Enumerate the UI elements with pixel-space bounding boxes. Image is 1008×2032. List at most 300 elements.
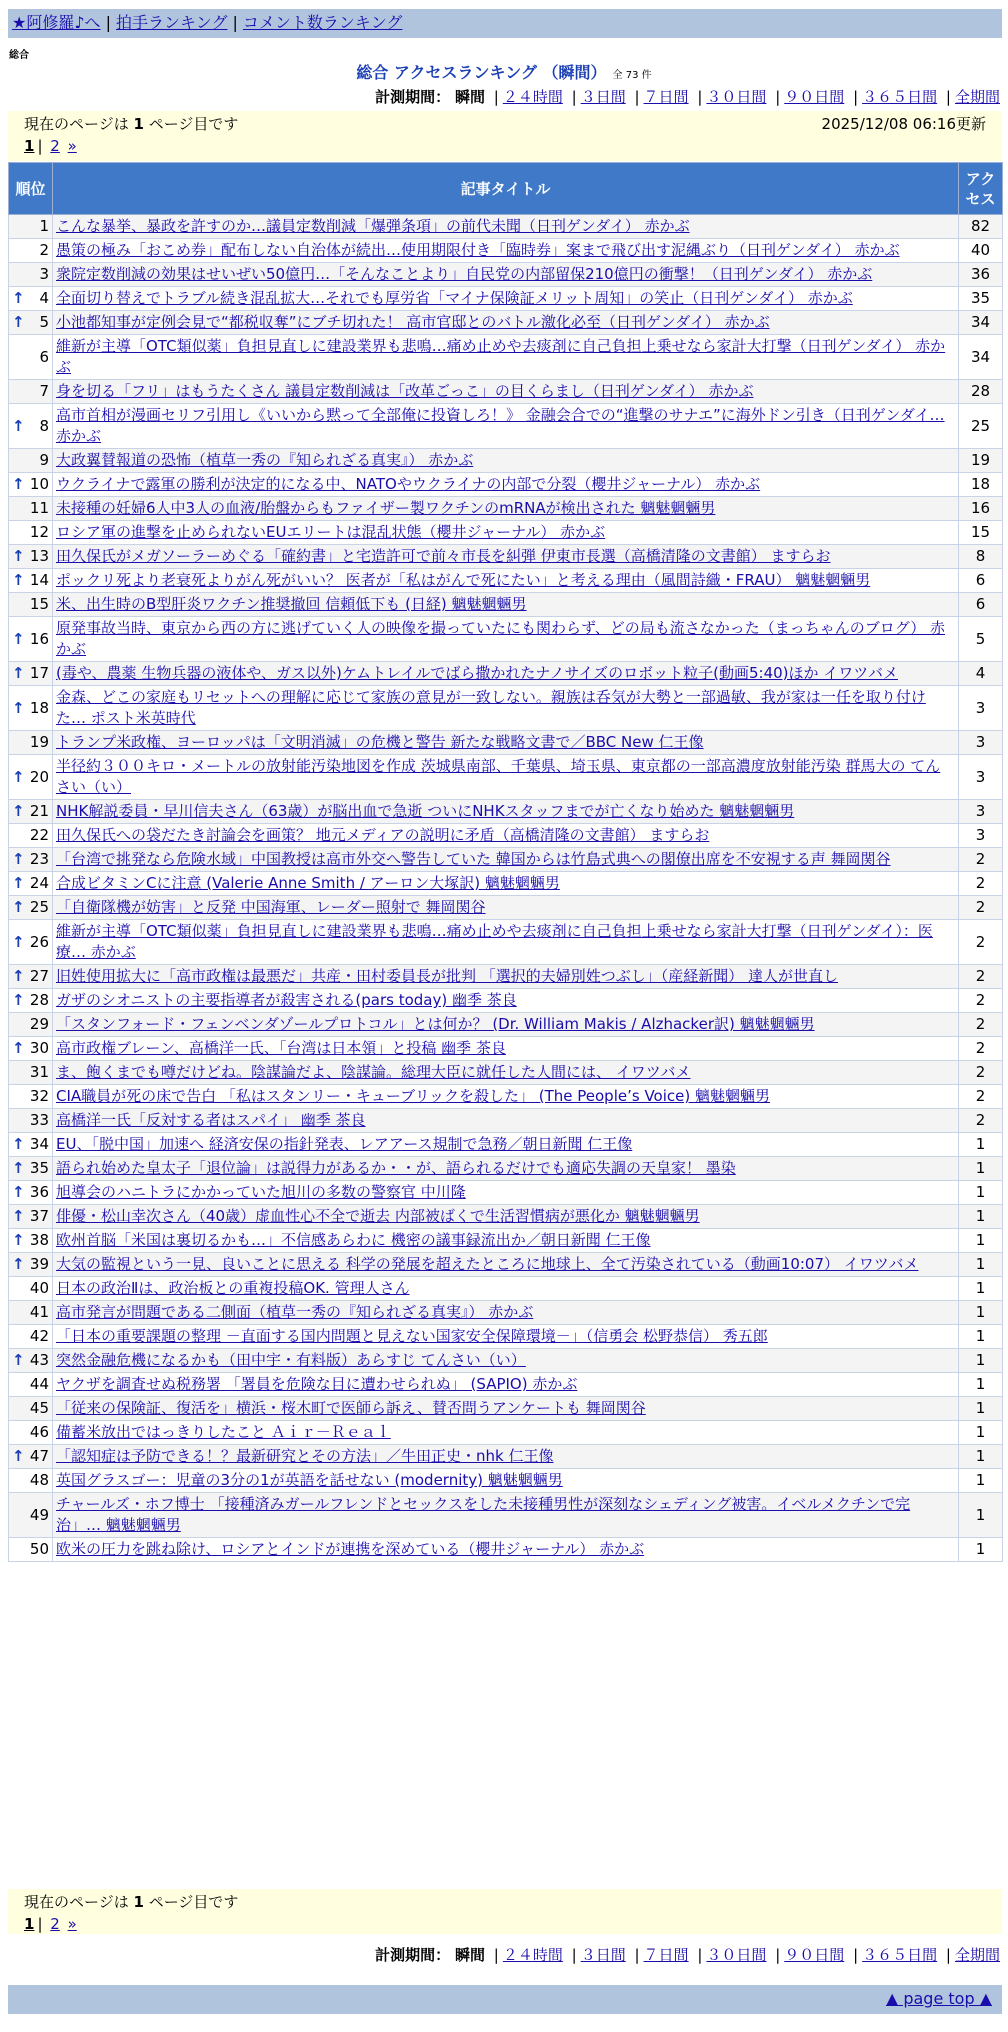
rank-number: 31 [29, 1063, 49, 1081]
pagination [24, 1913, 986, 1935]
article-title-link[interactable]: 高市政権ブレーン、高橋洋一氏、「台湾は日本領」と投稿 幽季 茶良 [56, 1039, 506, 1057]
rank-cell [9, 1397, 53, 1421]
period-separator: | [775, 88, 781, 106]
title-cell [53, 215, 959, 239]
top-nav [8, 9, 1002, 38]
table-row [9, 380, 1003, 404]
rank-cell [9, 989, 53, 1013]
article-title-link[interactable]: ロシア軍の進撃を止められないEUエリートは混乱状態（櫻井ジャーナル） 赤かぶ [56, 523, 606, 541]
article-title-link[interactable]: 大政翼賛報道の恐怖（植草一秀の『知られざる真実』） 赤かぶ [56, 451, 474, 469]
article-title-link[interactable]: 欧米の圧力を跳ね除け、ロシアとインドが連携を深めている（櫻井ジャーナル） 赤かぶ [56, 1540, 645, 1558]
article-title-link[interactable]: 「自衛隊機が妨害」と反発 中国海軍、レーダー照射で 舞岡関谷 [56, 898, 486, 916]
article-title-link[interactable]: 金森、どこの家庭もリセットへの理解に応じて家族の意見が一致しない。親族は呑気が大勢と一部過敏、我が家は一任を取り付けた… ポスト米英時代 [56, 688, 926, 727]
article-title-link[interactable]: ま、飽くまでも噂だけどね。陰謀論だよ、陰謀論。総理大臣に就任した人間には、 イワツバメ [56, 1063, 691, 1081]
article-title-link[interactable]: NHK解説委員・早川信夫さん（63歳）が脳出血で急逝 ついにNHKスタッフまでが亡くなり始めた 魑魅魍魎男 [56, 802, 795, 820]
access-count: 16 [959, 497, 1003, 521]
rank-number: 35 [29, 1159, 49, 1177]
rank-up-arrow-icon: ↑ [12, 1159, 25, 1177]
title-cell [53, 1421, 959, 1445]
period-label: 計測期間： [375, 88, 451, 106]
page-status-prefix: 現在のページは [24, 1893, 129, 1911]
table-row [9, 239, 1003, 263]
access-count: 1 [959, 1325, 1003, 1349]
rank-up-arrow-icon: ↑ [12, 1351, 25, 1369]
period-link-3d[interactable]: ３日間 [580, 1946, 626, 1964]
table-row [9, 335, 1003, 380]
rank-number: 1 [39, 217, 49, 235]
next-page-link[interactable]: » [67, 137, 77, 155]
page-1-link[interactable]: 1 [24, 137, 35, 155]
access-count: 2 [959, 1085, 1003, 1109]
period-link-30d[interactable]: ３０日間 [706, 88, 767, 106]
title-cell [53, 1373, 959, 1397]
article-title-link[interactable]: 「スタンフォード・フェンベンダゾールプロトコル」とは何か？ (Dr. William Makis / Alzhacker訳) 魑魅魍魎男 [56, 1015, 815, 1033]
article-title-link[interactable]: 日本の政治Ⅱは、政治板との重複投稿OK. 管理人さん [56, 1279, 410, 1297]
title-cell [53, 896, 959, 920]
title-cell [53, 287, 959, 311]
rank-cell [9, 1349, 53, 1373]
rank-up-arrow-icon: ↑ [12, 475, 25, 493]
article-title-link[interactable]: 突然金融危機になるかも（田中宇・有料版）あらすじ てんさい（い） [56, 1351, 526, 1369]
rank-up-arrow-icon: ↑ [12, 991, 25, 1009]
title-cell [53, 1301, 959, 1325]
page-2-link[interactable]: 2 [50, 137, 60, 155]
article-title-link[interactable]: ヤクザを調査せぬ税務署 「署員を危険な目に遭わせられぬ」 (SAPIO) 赤かぶ [56, 1375, 578, 1393]
rank-cell [9, 1373, 53, 1397]
period-link-90d[interactable]: ９０日間 [784, 1946, 845, 1964]
table-row [9, 1037, 1003, 1061]
period-separator: | [945, 88, 951, 106]
title-cell [53, 965, 959, 989]
page-status [24, 1891, 238, 1913]
article-title-link[interactable]: 欧州首脳「米国は裏切るかも…」不信感あらわに 機密の議事録流出か／朝日新聞 仁王像 [56, 1231, 651, 1249]
title-cell [53, 404, 959, 449]
rank-number: 33 [29, 1111, 49, 1129]
title-cell [53, 1133, 959, 1157]
title-cell [53, 449, 959, 473]
table-row [9, 731, 1003, 755]
rank-cell [9, 686, 53, 731]
period-separator: | [775, 1946, 781, 1964]
title-cell [53, 1469, 959, 1493]
period-link-90d[interactable]: ９０日間 [784, 88, 845, 106]
article-title-link[interactable]: トランプ米政権、ヨーロッパは「文明消滅」の危機と警告 新たな戦略文書で／BBC New 仁王像 [56, 733, 704, 751]
rank-up-arrow-icon: ↑ [12, 289, 25, 307]
period-link-3d[interactable]: ３日間 [580, 88, 626, 106]
period-link-7d[interactable]: ７日間 [643, 88, 689, 106]
rank-number: 39 [29, 1255, 49, 1273]
article-title-link[interactable]: EU、「脱中国」加速へ 経済安保の指針発表、レアアース規制で急務／朝日新聞 仁王像 [56, 1135, 633, 1153]
period-selector-top [375, 86, 1000, 107]
article-title-link[interactable]: 「台湾で挑発なら危険水域」中国教授は高市外交へ警告していた 韓国からは竹島式典への閣僚出席を不安視する声 舞岡関谷 [56, 850, 891, 868]
period-separator: | [634, 88, 640, 106]
nav-separator: | [105, 13, 111, 32]
title-cell [53, 311, 959, 335]
rank-number: 15 [29, 595, 49, 613]
rank-cell [9, 1538, 53, 1562]
title-cell [53, 1325, 959, 1349]
rank-cell [9, 311, 53, 335]
article-title-link[interactable]: ウクライナで露軍の勝利が決定的になる中、NATOやウクライナの内部で分裂（櫻井ジャーナル） 赤かぶ [56, 475, 761, 493]
rank-number: 41 [29, 1303, 49, 1321]
access-count: 1 [959, 1445, 1003, 1469]
ranking-table [8, 162, 1003, 1562]
rank-cell [9, 404, 53, 449]
rank-cell [9, 800, 53, 824]
table-row [9, 593, 1003, 617]
title-cell [53, 731, 959, 755]
article-title-link[interactable]: 衆院定数削減の効果はせいぜい50億円…「そんなことより」自民党の内部留保210億円の衝撃！（日刊ゲンダイ） 赤かぶ [56, 265, 873, 283]
access-count: 2 [959, 1061, 1003, 1085]
rank-up-arrow-icon: ↑ [12, 767, 25, 786]
rank-up-arrow-icon: ↑ [12, 416, 25, 435]
period-link-24h[interactable]: ２４時間 [502, 1946, 563, 1964]
header-rank: 順位 [9, 163, 53, 215]
article-title-link[interactable]: 旭導会のハニトラにかかっていた旭川の多数の警察官 中川隆 [56, 1183, 466, 1201]
table-row [9, 686, 1003, 731]
period-separator: | [853, 1946, 859, 1964]
rank-number: 11 [29, 499, 49, 517]
table-row [9, 1061, 1003, 1085]
rank-number: 50 [29, 1540, 49, 1558]
access-count: 1 [959, 1157, 1003, 1181]
access-count: 2 [959, 989, 1003, 1013]
article-title-link[interactable]: CIA職員が死の床で告白 「私はスタンリー・キューブリックを殺した」 (The People’s Voice) 魑魅魍魎男 [56, 1087, 770, 1105]
rank-cell [9, 1325, 53, 1349]
rank-up-arrow-icon: ↑ [12, 898, 25, 916]
table-row [9, 1085, 1003, 1109]
access-count: 1 [959, 1397, 1003, 1421]
rank-number: 20 [29, 767, 49, 786]
rank-number: 7 [39, 382, 49, 400]
title-cell [53, 662, 959, 686]
article-title-link[interactable]: 「従来の保険証、復活を」横浜・桜木町で医師ら訴え、賛否問うアンケートも 舞岡関谷 [56, 1399, 646, 1417]
article-title-link[interactable]: 身を切る「フリ」はもうたくさん 議員定数削減は「改革ごっこ」の目くらまし（日刊ゲンダイ） 赤かぶ [56, 382, 754, 400]
access-count: 3 [959, 755, 1003, 800]
table-row [9, 824, 1003, 848]
rank-cell [9, 1277, 53, 1301]
title-cell [53, 263, 959, 287]
access-count: 1 [959, 1181, 1003, 1205]
rank-number: 49 [29, 1505, 49, 1524]
table-row [9, 404, 1003, 449]
title-cell [53, 872, 959, 896]
article-title-link[interactable]: 半径約３００キロ・メートルの放射能汚染地図を作成 茨城県南部、千葉県、埼玉県、東京都の一部高濃度放射能汚染 群馬大の てんさい（い） [56, 757, 941, 796]
rank-number: 25 [29, 898, 49, 916]
comments-ranking-link[interactable]: コメント数ランキング [242, 13, 403, 32]
table-row [9, 1469, 1003, 1493]
page-top-link[interactable]: ▲ page top ▲ [885, 1989, 992, 2008]
table-row [9, 1277, 1003, 1301]
access-count: 3 [959, 800, 1003, 824]
article-title-link[interactable]: 合成ビタミンCに注意 (Valerie Anne Smith / アーロン大塚訳) 魑魅魍魎男 [56, 874, 560, 892]
title-cell [53, 1397, 959, 1421]
title-cell [53, 800, 959, 824]
article-title-link[interactable]: チャールズ・ホフ博士 「接種済みガールフレンドとセックスをした未接種男性が深刻なシェディング被害。イベルメクチンで完治」… 魑魅魍魎男 [56, 1495, 911, 1534]
rank-number: 6 [39, 347, 49, 366]
rank-number: 36 [29, 1183, 49, 1201]
rank-number: 5 [39, 313, 49, 331]
applause-ranking-link[interactable]: 拍手ランキング [115, 13, 228, 32]
period-current: 瞬間 [454, 1946, 485, 1964]
table-row [9, 1397, 1003, 1421]
article-title-link[interactable]: 高橋洋一氏「反対する者はスパイ」 幽季 茶良 [56, 1111, 366, 1129]
article-title-link[interactable]: (毒や、農薬 生物兵器の液体や、ガス以外)ケムトレイルでばら撒かれたナノサイズのロボット粒子(動画5:40)ほか イワツバメ [56, 664, 898, 682]
period-separator: | [853, 88, 859, 106]
page-title [0, 60, 1008, 83]
page-status-suffix: ページ目です [148, 1893, 239, 1911]
rank-number: 14 [29, 571, 49, 589]
period-link-all[interactable]: 全期間 [954, 1946, 1000, 1964]
title-cell [53, 1229, 959, 1253]
rank-cell [9, 1037, 53, 1061]
rank-number: 30 [29, 1039, 49, 1057]
table-row [9, 1493, 1003, 1538]
rank-cell [9, 263, 53, 287]
title-cell [53, 1277, 959, 1301]
period-separator: | [571, 1946, 577, 1964]
article-title-link[interactable]: 維新が主導「OTC類似薬」負担見直しに建設業界も悲鳴…痛め止めや去痰剤に自己負担上乗せなら家計大打撃（日刊ゲンダイ） 赤かぶ [56, 337, 946, 376]
page-1-link[interactable]: 1 [24, 1915, 35, 1933]
rank-number: 24 [29, 874, 49, 892]
rank-cell [9, 1421, 53, 1445]
page-status-suffix: ページ目です [148, 115, 239, 133]
rank-cell [9, 1085, 53, 1109]
access-count: 3 [959, 824, 1003, 848]
title-cell [53, 335, 959, 380]
table-row [9, 848, 1003, 872]
rank-number: 26 [29, 932, 49, 951]
rank-up-arrow-icon: ↑ [12, 313, 25, 331]
article-title-link[interactable]: 備蓄米放出ではっきりしたこと Ａｉｒ－Ｒｅａｌ [56, 1423, 391, 1441]
rank-up-arrow-icon: ↑ [12, 1255, 25, 1273]
rank-number: 27 [29, 967, 49, 985]
rank-up-arrow-icon: ↑ [12, 850, 25, 868]
rank-number: 4 [39, 289, 49, 307]
table-row [9, 755, 1003, 800]
title-cell [53, 239, 959, 263]
category-tag: 総合 [9, 50, 29, 61]
period-separator: | [945, 1946, 951, 1964]
access-count: 1 [959, 1538, 1003, 1562]
access-count: 3 [959, 686, 1003, 731]
access-count: 3 [959, 731, 1003, 755]
title-cell [53, 593, 959, 617]
page-separator: | [37, 1915, 43, 1933]
rank-up-arrow-icon: ↑ [12, 629, 25, 648]
article-title-link[interactable]: 全面切り替えでトラブル続き混乱拡大…それでも厚労省「マイナ保険証メリット周知」の笑止（日刊ゲンダイ） 赤かぶ [56, 289, 853, 307]
period-link-all[interactable]: 全期間 [954, 88, 1000, 106]
article-title-link[interactable]: 小池都知事が定例会見で“都税収奪”にブチ切れた！ 高市官邸とのバトル激化必至（日刊ゲンダイ） 赤かぶ [56, 313, 770, 331]
article-title-link[interactable]: ポックリ死より老衰死よりがん死がいい？ 医者が「私はがんで死にたい」と考える理由（風間詩織・FRAU） 魑魅魍魎男 [56, 571, 871, 589]
table-row [9, 1109, 1003, 1133]
article-title-link[interactable]: 米、出生時のB型肝炎ワクチン推奨撤回 信頼低下も (日経) 魑魅魍魎男 [56, 595, 527, 613]
article-title-link[interactable]: 愚策の極み「おこめ券」配布しない自治体が続出…使用期限付き「臨時券」案まで飛び出す泥縄ぶり（日刊ゲンダイ） 赤かぶ [56, 241, 900, 259]
table-row [9, 617, 1003, 662]
access-count: 1 [959, 1133, 1003, 1157]
period-link-30d[interactable]: ３０日間 [706, 1946, 767, 1964]
rank-number: 40 [29, 1279, 49, 1297]
rank-number: 22 [29, 826, 49, 844]
period-separator: | [571, 88, 577, 106]
page-title-text: 総合 アクセスランキング （瞬間） [356, 63, 607, 82]
title-cell [53, 1538, 959, 1562]
access-count: 2 [959, 848, 1003, 872]
title-cell [53, 1205, 959, 1229]
access-count: 40 [959, 239, 1003, 263]
title-cell [53, 380, 959, 404]
rank-up-arrow-icon: ↑ [12, 547, 25, 565]
article-title-link[interactable]: 「認知症は予防できる！？最新研究とその方法」／牛田正史・nhk 仁王像 [56, 1447, 554, 1465]
article-title-link[interactable]: 未接種の妊婦6人中3人の血液/胎盤からもファイザー製ワクチンのmRNAが検出された 魑魅魍魎男 [56, 499, 716, 517]
pagination [24, 135, 986, 157]
article-title-link[interactable]: 高市発言が問題である二側面（植草一秀の『知られざる真実』） 赤かぶ [56, 1303, 534, 1321]
rank-cell [9, 1253, 53, 1277]
table-row [9, 1445, 1003, 1469]
table-row [9, 311, 1003, 335]
title-cell [53, 1349, 959, 1373]
home-link[interactable]: ★阿修羅♪へ [12, 13, 101, 32]
table-row [9, 497, 1003, 521]
access-count: 15 [959, 521, 1003, 545]
title-cell [53, 545, 959, 569]
period-separator: | [493, 88, 499, 106]
rank-number: 48 [29, 1471, 49, 1489]
article-title-link[interactable]: 英国グラスゴー：児童の3分の1が英語を話せない (modernity) 魑魅魍魎男 [56, 1471, 563, 1489]
table-row [9, 1133, 1003, 1157]
article-title-link[interactable]: 大気の監視という一見、良いことに思える 科学の発展を超えたところに地球上、全て汚染されている（動画10:07） イワツバメ [56, 1255, 919, 1273]
article-title-link[interactable]: 田久保氏への袋だたき討論会を画策？ 地元メディアの説明に矛盾（高橋清隆の文書館） ますらお [56, 826, 710, 844]
period-link-365d[interactable]: ３６５日間 [862, 1946, 938, 1964]
rank-cell [9, 872, 53, 896]
access-count: 25 [959, 404, 1003, 449]
rank-number: 34 [29, 1135, 49, 1153]
rank-cell [9, 1157, 53, 1181]
table-row [9, 1373, 1003, 1397]
table-row [9, 215, 1003, 239]
rank-up-arrow-icon: ↑ [12, 802, 25, 820]
rank-cell [9, 380, 53, 404]
access-count: 1 [959, 1277, 1003, 1301]
period-label: 計測期間： [375, 1946, 451, 1964]
article-title-link[interactable]: 原発事故当時、東京から西の方に逃げていく人の映像を撮っていたにも関わらず、どの局も流さなかった（まっちゃんのブログ） 赤かぶ [56, 619, 946, 658]
article-title-link[interactable]: 語られ始めた皇太子「退位論」は説得力があるか・・が、語られるだけでも適応失調の天皇家！ 墨染 [56, 1159, 736, 1177]
article-title-link[interactable]: 田久保氏がメガソーラーめぐる「確約書」と宅造許可で前々市長を糾弾 伊東市長選（高橋清隆の文書館） ますらお [56, 547, 831, 565]
access-count: 18 [959, 473, 1003, 497]
rank-up-arrow-icon: ↑ [12, 1447, 25, 1465]
title-cell [53, 1013, 959, 1037]
rank-number: 38 [29, 1231, 49, 1249]
access-count: 19 [959, 449, 1003, 473]
table-row [9, 569, 1003, 593]
rank-number: 10 [29, 475, 49, 493]
rank-cell [9, 1061, 53, 1085]
title-cell [53, 1037, 959, 1061]
table-row [9, 263, 1003, 287]
period-current: 瞬間 [454, 88, 485, 106]
access-count: 1 [959, 1229, 1003, 1253]
title-cell [53, 848, 959, 872]
access-count: 1 [959, 1373, 1003, 1397]
access-count: 2 [959, 896, 1003, 920]
access-count: 1 [959, 1205, 1003, 1229]
page-status [24, 113, 238, 135]
rank-cell [9, 1301, 53, 1325]
rank-cell [9, 215, 53, 239]
period-link-7d[interactable]: ７日間 [643, 1946, 689, 1964]
page-2-link[interactable]: 2 [50, 1915, 60, 1933]
rank-cell [9, 1469, 53, 1493]
article-title-link[interactable]: 維新が主導「OTC類似薬」負担見直しに建設業界も悲鳴…痛め止めや去痰剤に自己負担上乗せなら家計大打撃（日刊ゲンダイ）：医療… 赤かぶ [56, 922, 933, 961]
period-link-365d[interactable]: ３６５日間 [862, 88, 938, 106]
table-row [9, 896, 1003, 920]
table-row [9, 1157, 1003, 1181]
article-title-link[interactable]: 旧姓使用拡大に「高市政権は最悪だ」共産・田村委員長が批判 「選択的夫婦別姓つぶし」（産経新聞） 達人が世直し [56, 967, 839, 985]
article-title-link[interactable]: 俳優・松山幸次さん（40歳）虚血性心不全で逝去 内部被ばくで生活習慣病が悪化か 魑魅魍魎男 [56, 1207, 700, 1225]
table-row [9, 1301, 1003, 1325]
access-count: 1 [959, 1349, 1003, 1373]
next-page-link[interactable]: » [67, 1915, 77, 1933]
rank-cell [9, 1013, 53, 1037]
updated-timestamp: 2025/12/08 06:16更新 [821, 115, 986, 133]
rank-cell [9, 569, 53, 593]
rank-up-arrow-icon: ↑ [12, 664, 25, 682]
rank-cell [9, 335, 53, 380]
page-status-prefix: 現在のページは [24, 115, 129, 133]
rank-cell [9, 1493, 53, 1538]
access-count: 2 [959, 872, 1003, 896]
title-cell [53, 686, 959, 731]
rank-cell [9, 731, 53, 755]
title-cell [53, 989, 959, 1013]
access-count: 82 [959, 215, 1003, 239]
table-row [9, 920, 1003, 965]
title-cell [53, 1157, 959, 1181]
article-title-link[interactable]: ガザのシオニストの主要指導者が殺害される(pars today) 幽季 茶良 [56, 991, 517, 1009]
rank-up-arrow-icon: ↑ [12, 1135, 25, 1153]
rank-number: 13 [29, 547, 49, 565]
table-row [9, 1325, 1003, 1349]
table-row [9, 1205, 1003, 1229]
rank-cell [9, 755, 53, 800]
pager-box-bottom [8, 1889, 1002, 1934]
table-row [9, 1421, 1003, 1445]
rank-cell [9, 287, 53, 311]
rank-number: 43 [29, 1351, 49, 1369]
article-title-link[interactable]: 「日本の重要課題の整理 －直面する国内問題と見えない国家安全保障環境－」（信勇会 松野恭信） 秀五郎 [56, 1327, 768, 1345]
table-row [9, 449, 1003, 473]
rank-cell [9, 1445, 53, 1469]
title-cell [53, 1181, 959, 1205]
title-cell [53, 920, 959, 965]
rank-cell [9, 521, 53, 545]
rank-cell [9, 965, 53, 989]
rank-number: 2 [39, 241, 49, 259]
period-link-24h[interactable]: ２４時間 [502, 88, 563, 106]
rank-cell [9, 824, 53, 848]
table-row [9, 1538, 1003, 1562]
rank-up-arrow-icon: ↑ [12, 1207, 25, 1225]
rank-cell [9, 1133, 53, 1157]
table-row [9, 545, 1003, 569]
access-count: 1 [959, 1253, 1003, 1277]
article-title-link[interactable]: こんな暴挙、暴政を許すのか…議員定数削減「爆弾条項」の前代未聞（日刊ゲンダイ） 赤かぶ [56, 217, 690, 235]
article-title-link[interactable]: 高市首相が漫画セリフ引用し《いいから黙って全部俺に投資しろ！》 金融会合での“進撃のサナエ”に海外ドン引き（日刊ゲンダイ… 赤かぶ [56, 406, 945, 445]
rank-cell [9, 1205, 53, 1229]
rank-number: 17 [29, 664, 49, 682]
rank-number: 42 [29, 1327, 49, 1345]
table-header-row [9, 163, 1003, 215]
